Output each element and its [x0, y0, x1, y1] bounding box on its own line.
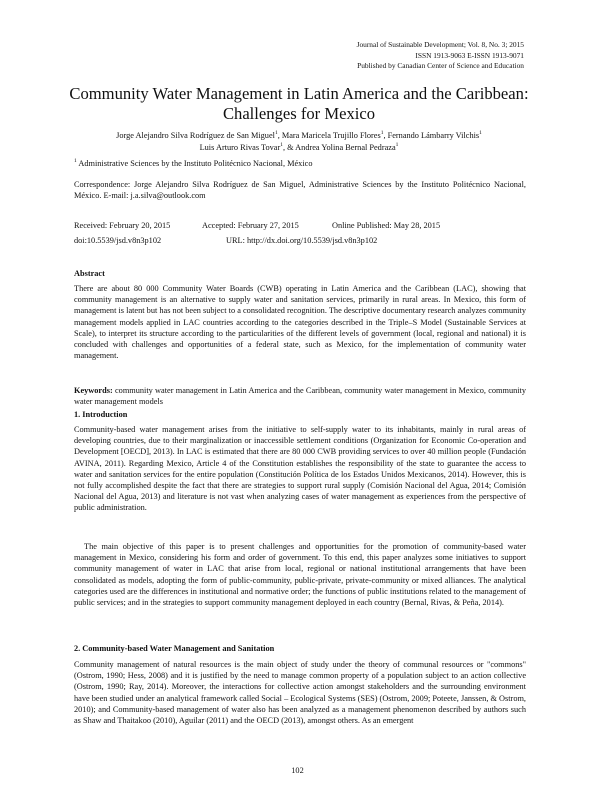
author-list	[64, 130, 534, 153]
author-affil-marker: 1	[274, 130, 278, 137]
received-date: Received: February 20, 2015	[74, 221, 171, 230]
doi-line	[74, 235, 526, 246]
author-line-2	[64, 142, 534, 154]
correspondence: Correspondence: Jorge Alejandro Silva Rodríguez de San Miguel, Administrative Sciences by the Instituto Politécnico Nacional, México. E-mail: j.a.silva@outlook.com	[74, 180, 526, 201]
author-name: Luis Arturo Rivas Tovar	[199, 142, 281, 152]
keywords	[74, 385, 526, 407]
author-affil-marker: 1	[380, 130, 384, 137]
affiliation-text: Administrative Sciences by the Instituto Politécnico Nacional, México	[76, 159, 313, 168]
journal-header	[64, 40, 524, 72]
author-name: , Mara Maricela Trujillo Flores	[277, 131, 381, 140]
author-name: , & Andrea Yolina Bernal Pedraza	[282, 142, 396, 152]
introduction-paragraph-1: Community-based water management arises from the initiative to self-supply water to its inhabitants, mainly in rural areas of developing countries, due to their marginalization or inaccessible settlement conditions (Organization for Economic Co-operation and Development [OECD], 2013). In LAC is estimated that there are 80 000 CWB providing services to over 40 million people (Fundación AVINA, 2011). Regarding Mexico, Article 4 of the Constitution establishes the responsibility of the state to guarantee the access to water and sanitation services for the entire population (Constitución Política de los Estados Unidos Mexicanos, 2014). However, this is not fully accomplished despite the fact that there are strategies to support rural supply (Comisión Nacional del Agua, 2014; Comisión Nacional del Agua, 2013) and literature is not vast when analyzing cases of water management as experiences from the perspective of public administration.	[74, 425, 526, 513]
author-line-1	[64, 130, 534, 142]
author-affil-marker: 1	[479, 130, 482, 137]
page-number: 102	[291, 766, 304, 775]
author-affil-marker: 1	[395, 141, 399, 148]
accepted-date: Accepted: February 27, 2015	[202, 221, 299, 230]
abstract-body: There are about 80 000 Community Water Boards (CWB) operating in Latin America and the Caribbean (LAC), showing that community management is an alternative to supply water and sanitation services, primarily in rural areas. In Mexico, this form of management is latent but has not been subject to a consolidated recognition. The descriptive documentary research analyzes community management models applied in LAC countries according to the categories described in the Triple–S Model (Sustainable Services at Scale), to interpret its structure according to the particularities of the different levels of government (local, regional and national) it is concluded with challenges and opportunities of a federal state, such as Mexico, for the implementation of community water management.	[74, 284, 526, 361]
doi-text: doi:10.5539/jsd.v8n3p102	[74, 236, 162, 245]
publication-dates	[74, 220, 526, 231]
introduction-paragraph-2: The main objective of this paper is to present challenges and opportunities for the promotion of community-based water management in Mexico, considering his form and order of government. To this end, this paper analyzes some initiatives to support community management of water in LAC that arise from local, regional or national institutional arrangements that have been consolidated as models, adopting the form of public-community, public-private, private-community or mixed alliances. The analytical categories used are the differences in institutional and normative order; the functions of public institutions related to the management of public services; and in the strategies to support community management deployed in each country (Bernal, Rivas, & Peña, 2014).	[74, 542, 526, 608]
affiliation	[74, 158, 526, 169]
title-line-2: Challenges for Mexico	[222, 103, 376, 123]
journal-line: Journal of Sustainable Development; Vol. 8, No. 3; 2015	[356, 40, 524, 49]
author-affil-marker: 1	[280, 141, 283, 148]
section-2-paragraph-1: Community management of natural resources is the main object of study under the theory of communal resources or "commons" (Ostrom, 1990; Hess, 2008) and it is justified by the need to manage common property of a population subject to an action collective (Ostrom, 1990; Ray, 2014). Moreover, the interactions for collective action amongst stakeholders and the surrounding environment have been studied under an analytical framework called Social – Ecological Systems (SES) (Ostrom, 2009; Poteete, Janssen, & Ostrom, 2010); and Community-based management of water also has been analyzed as a management phenomenon described by authors such as Shaw and Thaitakoo (2010), Aguilar (2011) and the OECD (2013), amongst others. As an emergent	[74, 660, 526, 726]
affiliation-marker: 1	[74, 158, 77, 165]
author-name: Jorge Alejandro Silva Rodríguez de San Miguel	[116, 131, 275, 140]
issn-line: ISSN 1913-9063 E-ISSN 1913-9071	[415, 50, 524, 60]
keywords-text: community water management in Latin America and the Caribbean, community water management in Mexico, community water management models	[74, 386, 526, 407]
introduction-heading: 1. Introduction	[74, 410, 128, 419]
section-2-heading: 2. Community-based Water Management and Sanitation	[74, 644, 275, 653]
paper-title	[64, 84, 534, 123]
publisher-line: Published by Canadian Center of Science and Education	[357, 61, 524, 70]
abstract-heading: Abstract	[74, 269, 105, 278]
doi-url[interactable]: URL: http://dx.doi.org/10.5539/jsd.v8n3p102	[226, 236, 378, 245]
author-name: , Fernando Lámbarry Vilchis	[383, 131, 480, 140]
published-date: Online Published: May 28, 2015	[332, 221, 441, 230]
keywords-label: Keywords:	[74, 386, 113, 395]
title-line-1: Community Water Management in Latin America and the Caribbean:	[69, 84, 529, 103]
